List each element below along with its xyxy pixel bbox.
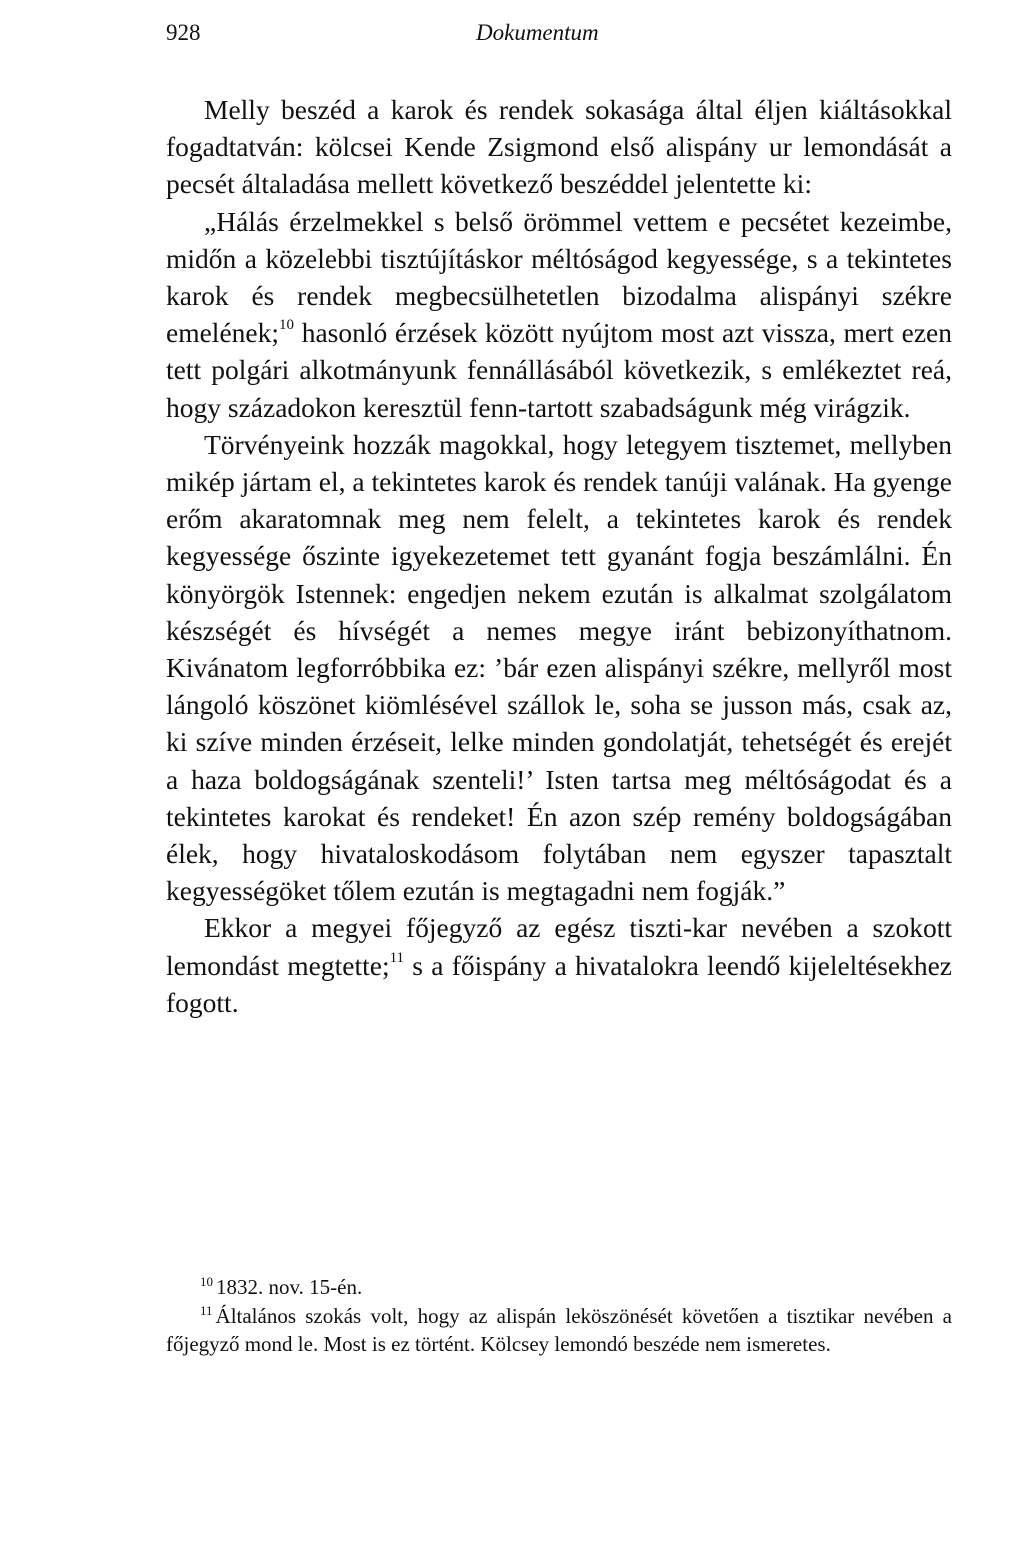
footnote-mark: 11 (200, 1302, 213, 1318)
paragraph-speech-opening: „Hálás érzelmekkel s belső örömmel vettem e pecsétet kezeimbe, midőn a közelebbi tisztújításkor méltóságod kegyessége, s a tekintetes karok és rendek megbecsülhetetlen bizodalma alispányi székre emelének;$^{10}$ hasonló érzések között nyújtom most azt vissza, mert ezen tett polgári alkotmányunk fennállásából következik, s emlékeztet reá, hogy századokon keresztül fenn-tartott szabadságunk még virágzik. (166, 205, 952, 423)
page-header (166, 16, 952, 60)
footnote-10 (166, 1273, 952, 1302)
footnote-text: 1832. nov. 15-én. (216, 1275, 363, 1299)
footnote-ref-11[interactable]: 11 (389, 949, 405, 966)
footnote-11 (166, 1302, 952, 1359)
body-text (166, 91, 952, 1021)
paragraph-speech-body: Törvényeink hozzák magokkal, hogy letegyem tisztemet, mellyben mikép jártam el, a tekintetes karok és rendek tanúji valának. Ha gyenge erőm akaratomnak meg nem felelt, a tekintetes karok és rendek kegyessége őszinte igyekezetemet tett gyanánt fogja beszámlálni. Én könyörgök Istennek: engedjen nekem ezután is alkalmat szolgálatom készségét és hívségét a nemes megye iránt bebizonyíthatnom. Kivánatom legforróbbika ez: ’bár ezen alispányi székre, mellyről most lángoló köszönet kiömlésével szállok le, soha se jusson más, csak az, ki szíve minden érzéseit, lelke minden gondolatját, tehetségét és erejét a haza boldogságának szenteli!’ Isten tartsa meg méltóságodat és a tekintetes karokat és rendeket! Én azon szép remény boldogságában élek, hogy hivataloskodásom folytában nem egyszer tapasztalt kegyességöket tőlem ezután is megtagadni nem fogják.” (166, 428, 952, 907)
paragraph-closing: Ekkor a megyei főjegyző az egész tiszti-kar nevében a szokott lemondást megtette;$^{11}$ s a főispány a hivatalokra leendő kijeleltésekhez fogott. (166, 912, 952, 1018)
footnotes (166, 1273, 952, 1359)
running-head: Dokumentum (476, 20, 599, 45)
page-number: 928 (166, 20, 201, 45)
footnote-mark: 10 (200, 1274, 213, 1289)
paragraph-intro: Melly beszéd a karok és rendek sokasága által éljen kiáltásokkal fogadtatván: kölcsei Kende Zsigmond első alispány ur lemondását a pecsét általadása mellett következő beszéddel jelentette ki: (166, 94, 952, 200)
footnote-ref-10[interactable]: 10 (279, 317, 294, 334)
footnote-text: Általános szokás volt, hogy az alispán leköszönését követően a tisztikar nevében a főjegyző mond le. Most is ez történt. Kölcsey lemondó beszéde nem ismeretes. (166, 1303, 952, 1356)
document-page (166, 16, 952, 1356)
